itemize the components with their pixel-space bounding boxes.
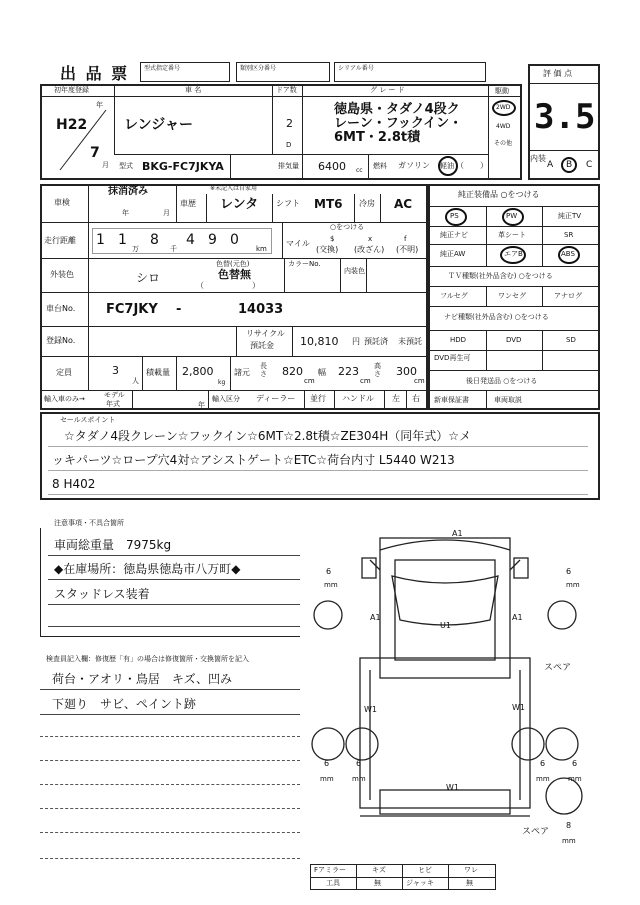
class-no-label: 類別区分番号 (240, 65, 277, 72)
len-label: 長さ (260, 362, 267, 378)
opt-abs: ABS (561, 250, 575, 258)
ext-color: シロ (136, 271, 161, 285)
model-label: 型式 (119, 162, 133, 170)
grade-label: グ レ ー ド (370, 86, 405, 94)
spare-mm: mm (562, 837, 576, 845)
wheel-front-right-inner (546, 728, 578, 760)
opt-tv: 純正TV (558, 212, 582, 220)
drive-label: 駆動 (495, 87, 509, 95)
tv-analog: アナログ (554, 292, 582, 300)
wheel-front-left-inner (346, 728, 378, 760)
notes-line1: 車両総重量 7975kg (54, 538, 172, 552)
windshield-area (395, 560, 495, 660)
import-type-label: 輸入区分 (212, 395, 240, 403)
load-label: 積載量 (146, 368, 170, 377)
mileage-digit-3: 8 (150, 232, 159, 248)
shift-label: シフト (276, 199, 300, 208)
truck-diagram (300, 520, 620, 870)
form-title: 出 品 票 (60, 64, 130, 83)
meter-opt2: (改ざん) (354, 245, 385, 254)
model-year-label2: 年式 (106, 400, 120, 408)
dims-label: 諸元 (234, 368, 250, 377)
import-dealer: ディーラー (256, 394, 296, 403)
notes-line3: スタッドレス装着 (54, 587, 150, 601)
recycle-amount: 10,810 (300, 335, 339, 348)
capacity-unit: 人 (132, 377, 139, 385)
drive-other: その他 (494, 140, 513, 147)
tread-fr: 6 (566, 567, 572, 576)
history-note: ※未記入は自家用 (210, 185, 258, 192)
hgt-label: 高さ (374, 362, 381, 378)
ac-value: AC (394, 197, 413, 211)
load-value: 2,800 (182, 365, 214, 378)
hgt-value: 300 (396, 365, 417, 378)
opt-sr: SR (564, 231, 574, 239)
recycle-unpaid: 未預託 (398, 337, 422, 346)
doors-d: D (286, 141, 292, 149)
wheel-front-right (512, 728, 544, 760)
fuel-diesel: 軽油 (440, 162, 454, 170)
first-reg-label: 初年度登録 (54, 86, 89, 94)
import-parallel: 並行 (310, 394, 326, 403)
ac-label: 冷房 (359, 199, 375, 208)
chassis-no: 14033 (238, 302, 284, 317)
wheel-front-left (312, 728, 344, 760)
legend-crack: ヒビ (418, 866, 432, 874)
fuel-paren: （ ） (456, 161, 488, 170)
opt-airbag: エアB (504, 250, 523, 258)
tread-rl1: 6 (324, 759, 330, 768)
opt-ps: PS (450, 212, 459, 220)
model-year-label1: モデル (104, 391, 125, 399)
capacity-label: 定員 (56, 368, 72, 377)
reg-month: 7 (90, 145, 100, 161)
fuel-gas: ガソリン (398, 161, 430, 170)
legend-tools: 工具 (326, 879, 340, 887)
spare-label-1: スペア (544, 663, 572, 673)
model-year-unit: 年 (198, 401, 205, 409)
displacement-value: 6400 (318, 160, 346, 173)
meter-x: x (368, 235, 373, 243)
ext-color-label: 外装色 (50, 270, 74, 279)
tread-rr2-mm: mm (568, 775, 582, 783)
orig-color-label: 色替(元色) (216, 260, 250, 268)
interior-b: B (566, 160, 573, 170)
bed-outline (360, 658, 530, 808)
tread-rr1-mm: mm (536, 775, 550, 783)
tread-rl2: 6 (356, 759, 362, 768)
drive-2wd: 2WD (496, 104, 511, 111)
import-label: 輸入車のみ→ (44, 395, 85, 403)
chassis-prefix: FC7JKY (106, 302, 158, 317)
mileage-man: 万 (132, 245, 139, 253)
model-no-label: 型式指定番号 (144, 65, 181, 72)
spare-label-2: スペア (522, 827, 550, 837)
chassis-label: 車台No. (46, 304, 76, 313)
tread-rr2: 6 (572, 759, 578, 768)
drive-4wd: 4WD (496, 123, 511, 130)
load-unit: kg (218, 379, 226, 386)
displacement-label: 排気量 (278, 162, 299, 170)
orig-color-paren: （ ） (196, 281, 260, 290)
cc-unit: cc (356, 167, 363, 174)
mileage-digit-5: 9 (208, 232, 217, 248)
hgt-unit: cm (414, 377, 425, 385)
meter-opt1: (交換) (316, 245, 339, 254)
mileage-digit-1: 1 (96, 232, 105, 248)
wheel-ref-right (548, 601, 576, 629)
aftermarket-label: 後日発送品 ○をつける (466, 377, 538, 385)
doors-value: 2 (286, 117, 293, 130)
spare-wheel (546, 775, 582, 814)
opt-pw: PW (506, 212, 518, 220)
sales-line3: 8 H402 (52, 477, 96, 491)
interior-label: 内装 (530, 154, 546, 163)
recycle-label1: リサイクル (246, 329, 285, 338)
navi-sd: SD (566, 336, 576, 344)
options-title: 純正装備品 ○をつける (458, 190, 540, 199)
interior-c: C (586, 160, 593, 170)
sales-line2: ッキパーツ☆ロープ穴4対☆アシストゲート☆ETC☆荷台内寸 L5440 W213 (52, 453, 455, 467)
mileage-sen: 千 (170, 245, 177, 253)
score-label: 評 価 点 (543, 69, 573, 78)
grade-line1: 徳島県・タダノ4段ク (334, 102, 460, 117)
car-name-label: 車 名 (185, 86, 202, 94)
recycle-paid: 預託済 (364, 337, 388, 346)
mileage-digit-4: 4 (186, 232, 195, 248)
mileage-digit-2: 1 (118, 232, 127, 248)
cab-window (392, 576, 498, 625)
opt-leather: 革シート (498, 231, 526, 239)
history-label: 車歴 (180, 199, 196, 208)
sales-label: セールスポイント (60, 416, 116, 424)
legend-f: Fアミラー (314, 866, 347, 874)
doors-label: ドア数 (276, 86, 297, 94)
legend-scratch: キズ (372, 866, 386, 874)
inspector-label: 検査員記入欄：修復歴「有」の場合は修復箇所・交換箇所を記入 (46, 655, 249, 663)
cab-roof (380, 540, 510, 550)
notes-label: 注意事項・不具合箇所 (54, 519, 124, 527)
tv-oneseg: ワンセグ (498, 292, 526, 300)
tread-rl2-mm: mm (352, 775, 366, 783)
legend-break: ワレ (464, 866, 478, 874)
len-unit: cm (304, 377, 315, 385)
handle-left: 左 (392, 394, 400, 403)
recycle-unit: 円 (352, 337, 360, 346)
wid-value: 223 (338, 365, 359, 378)
wheel-ref-left (314, 601, 342, 629)
diagram-a1-right: A1 (512, 613, 523, 622)
reg-no-label: 登録No. (46, 336, 76, 345)
navi-type-label: ナビ種類(社外品含む) ○をつける (444, 313, 549, 321)
diagram-w1-right: W1 (512, 703, 525, 712)
score-value: 3.5 (534, 97, 596, 137)
legend-jack: ジャッキ (406, 879, 434, 887)
diagram-w1-bottom: W1 (446, 783, 459, 792)
len-value: 820 (282, 365, 303, 378)
color-no-label: カラーNo. (288, 260, 321, 268)
capacity-value: 3 (112, 364, 119, 377)
fuel-label: 燃料 (373, 162, 387, 170)
diagram-a1-top: A1 (452, 529, 463, 538)
tread-fl-mm: mm (324, 581, 338, 589)
mileage-digit-6: 0 (230, 232, 239, 248)
opt-warranty: 新車保証書 (434, 396, 469, 404)
serial-label: シリアル番号 (338, 65, 374, 72)
opt-manual: 車両取説 (494, 396, 522, 404)
mileage-km: km (256, 245, 267, 253)
cab-outline (380, 538, 510, 678)
tv-fullseg: フルセグ (440, 292, 468, 300)
legend-jack-none: 無 (466, 879, 473, 887)
int-color-label: 内装色 (344, 267, 365, 275)
meter-s: $ (330, 235, 335, 243)
left-mirror (362, 558, 376, 578)
legend-tools-none: 無 (374, 879, 381, 887)
recycle-label2: 預託金 (250, 341, 274, 350)
notes-line2: ◆在庫場所：徳島県徳島市八万町◆ (54, 562, 241, 576)
wid-label: 幅 (318, 368, 326, 377)
mileage-label: 走行距離 (44, 236, 76, 245)
wid-unit: cm (360, 377, 371, 385)
opt-navi: 純正ナビ (440, 231, 468, 239)
inspection-label: 車検 (54, 198, 70, 207)
chassis-dash: - (176, 302, 182, 317)
tread-fr-mm: mm (566, 581, 580, 589)
tailgate (380, 790, 510, 814)
meter-opt3: (不明) (396, 245, 419, 254)
navi-hdd: HDD (450, 336, 467, 344)
tread-rl1-mm: mm (320, 775, 334, 783)
navi-dvd-play: DVD再生可 (434, 354, 471, 362)
handle-right: 右 (412, 394, 420, 403)
grade-line3: 6MT・2.8t積 (334, 130, 421, 145)
tv-type-label: ＴＶ種類(社外品含む) ○をつける (448, 272, 553, 280)
reg-year-unit: 年 (96, 101, 103, 109)
tread-fl: 6 (326, 567, 332, 576)
reg-month-unit: 月 (102, 161, 109, 169)
spare-value: 8 (566, 821, 572, 830)
diagram-a1-left: A1 (370, 613, 381, 622)
inspector-line2: 下廻り サビ、ペイント跡 (52, 697, 196, 711)
diagram-w1-left: W1 (364, 705, 377, 714)
sales-line1: ☆タダノ4段クレーン☆フックイン☆6MT☆2.8t積☆ZE304H（同年式）☆メ (64, 429, 471, 443)
tread-rr1: 6 (540, 759, 546, 768)
opt-aw: 純正AW (440, 250, 466, 258)
car-name: レンジャー (124, 117, 194, 133)
shift-value: MT6 (314, 197, 343, 211)
mile-label: マイル (286, 239, 310, 248)
grade-line2: レーン・フックイン・ (334, 116, 463, 131)
inspector-line1: 荷台・アオリ・鳥居 キズ、凹み (52, 672, 233, 686)
reg-era: H22 (56, 117, 88, 133)
meter-note: ○をつける (330, 223, 365, 231)
right-mirror (514, 558, 528, 578)
inspection-year: 年 (122, 209, 129, 217)
meter-f: f (404, 235, 407, 243)
inspection-value: 抹消済み (108, 186, 148, 197)
model-value: BKG-FC7JKYA (142, 160, 224, 173)
history-value: レンタ (220, 197, 259, 212)
navi-dvd: DVD (506, 336, 522, 344)
interior-a: A (547, 160, 554, 170)
inspection-month: 月 (163, 209, 170, 217)
diagram-u1: U1 (440, 621, 451, 630)
orig-color-value: 色替無 (218, 268, 251, 281)
handle-label: ハンドル (342, 394, 374, 403)
